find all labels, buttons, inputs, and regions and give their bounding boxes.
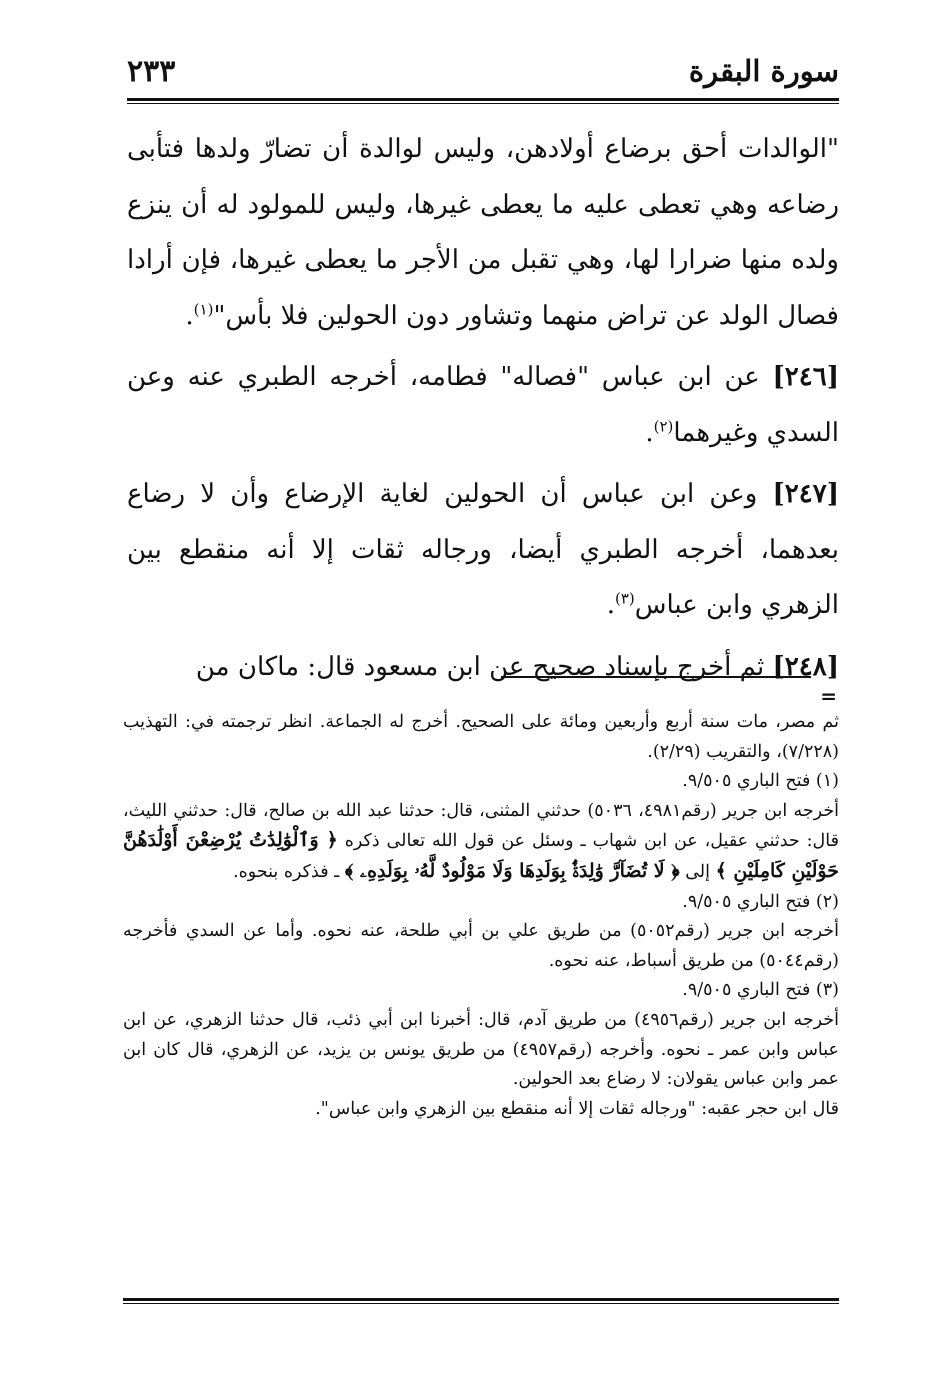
paragraph-248	[127, 640, 839, 696]
footnote-1-body	[123, 797, 839, 888]
quran-verse-1: ﴿ وَٱلْوَٰلِدَٰتُ يُرْضِعْنَ أَوْلَٰدَهُنَّ حَوْلَيْنِ كَامِلَيْنِ ﴾	[123, 829, 839, 882]
footnote-1-heading: (١) فتح الباري ٩/٥٠٥.	[682, 771, 839, 792]
footnote-1-text-b: ـ فذكره بنحوه.	[233, 861, 340, 882]
hadith-number-248: [٢٤٨]	[772, 651, 839, 682]
page-header	[127, 52, 839, 96]
footnotes	[123, 708, 839, 1124]
footnote-ref-1: (١)	[193, 299, 214, 318]
footnote-continuation: ثم مصر، مات سنة أربع وأربعين ومائة على الصحيح. أخرج له الجماعة. انظر ترجمته في: التهذيب (٧/٢٢٨)، والتقريب (٢/٢٩).	[123, 712, 839, 762]
paragraph-248-text: ثم أخرج بإسناد صحيح عن ابن مسعود قال: ماكان من	[195, 651, 765, 682]
period: .	[606, 590, 615, 620]
bottom-rule-thin	[123, 1303, 839, 1304]
quote-text: "الوالدات أحق برضاع أولادهن، وليس لوالدة أن تضارّ ولدها فتأبى رضاعه وهي تعطى عليه ما يعطى غيرها، وليس للمولود له أن ينزع ولده منها ضرارا لها، وهي تقبل من الأجر ما يعطى غيرها، فإن أرادا فصال الولد عن تراض منهما وتشاور دون الحولين فلا بأس"	[127, 134, 839, 331]
footnote-separator	[501, 676, 811, 678]
paragraph-246	[127, 350, 839, 461]
period: .	[185, 300, 194, 331]
paragraph-246-text: عن ابن عباس "فصاله" فطامه، أخرجه الطبري عنه وعن السدي وغيرهما	[127, 362, 839, 448]
footnote-ref-2: (٢)	[653, 416, 674, 435]
footnote-3-body: أخرجه ابن جرير (رقم٤٩٥٦) من طريق آدم، قال: أخبرنا ابن أبي ذئب، قال حدثنا الزهري، عن ابن عباس وابن عمر ـ نحوه. وأخرجه (رقم٤٩٥٧) من طريق يونس بن يزيد، عن الزهري، قال كان ابن عمر وابن عباس يقولان: لا رضاع بعد الحولين.	[123, 1009, 839, 1090]
continuation-mark: =	[820, 684, 837, 708]
paragraph-quote	[127, 122, 839, 344]
main-text	[127, 122, 839, 701]
paragraph-247	[127, 467, 839, 634]
header-rule-thin	[127, 103, 839, 104]
footnote-1-text-a: أخرجه ابن جرير (رقم٤٩٨١، ٥٠٣٦) حدثني المثنى، قال: حدثنا عبد الله بن صالح، قال: حدثني الليث، قال: حدثني عقيل، عن ابن شهاب ـ وسئل عن قول الله تعالى ذكره	[123, 800, 840, 852]
footnote-3-heading: (٣) فتح الباري ٩/٥٠٥.	[682, 980, 839, 1001]
footnote-2-heading: (٢) فتح الباري ٩/٥٠٥.	[682, 891, 839, 912]
page-number: ٢٣٣	[127, 54, 176, 89]
period: .	[645, 417, 654, 448]
footnote-3-quote: قال ابن حجر عقبه: "ورجاله ثقات إلا أنه منقطع بين الزهري وابن عباس".	[315, 1098, 839, 1119]
quran-verse-2: ﴿ لَا تُضَآرَّ وَٰلِدَةٌۢ بِوَلَدِهَا وَلَا مَوْلُودٌ لَّهُۥ بِوَلَدِهِۦ ﴾	[344, 859, 680, 882]
footnote-2-body: أخرجه ابن جرير (رقم٥٠٥٢) من طريق علي بن أبي طلحة، عنه نحوه. وأما عن السدي فأخرجه (رقم٥٠٤٤) من طريق أسباط، عنه نحوه.	[123, 921, 839, 971]
header-rule	[127, 98, 839, 101]
footnote-1-to: إلى	[685, 861, 710, 882]
footnote-ref-3: (٣)	[614, 589, 635, 608]
bottom-rule	[123, 1298, 839, 1301]
surah-title: سورة البقرة	[688, 54, 839, 88]
paragraph-247-text: وعن ابن عباس أن الحولين لغاية الإرضاع وأن لا رضاع بعدهما، أخرجه الطبري أيضا، ورجاله ثقات إلا أنه منقطع بين الزهري وابن عباس	[127, 479, 839, 620]
hadith-number-246: [٢٤٦]	[772, 362, 839, 392]
hadith-number-247: [٢٤٧]	[772, 479, 839, 509]
